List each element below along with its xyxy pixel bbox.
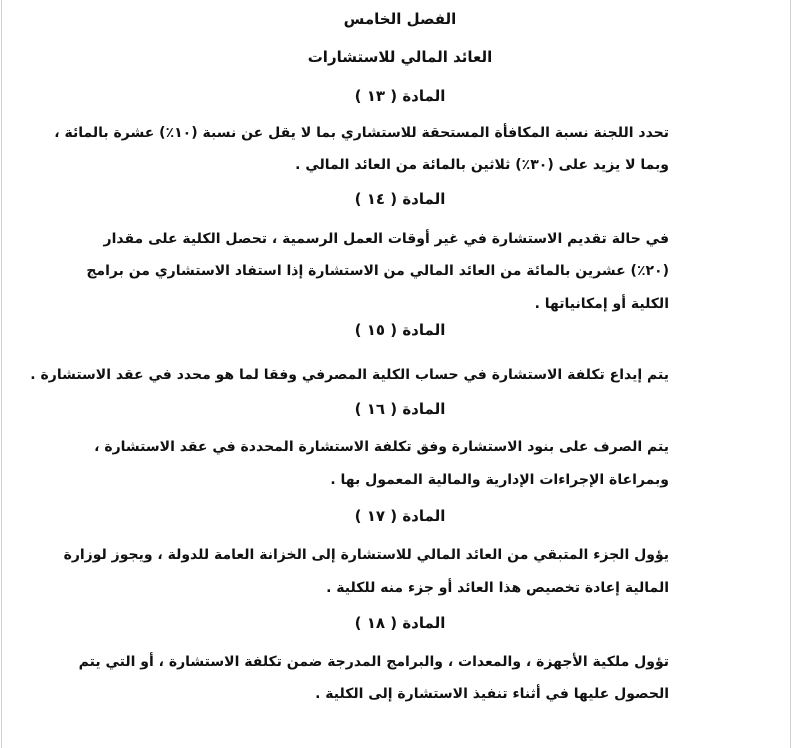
article-14-line: الكلية أو إمكانياتها . [534, 296, 669, 312]
article-17-line: يؤول الجزء المتبقي من العائد المالي للاستشارة إلى الخزانة العامة للدولة ، ويجوز لوزارة [63, 547, 669, 563]
article-15-heading: المادة ( ١٥ ) [354, 321, 446, 339]
article-18-line: تؤول ملكية الأجهزة ، والمعدات ، والبرامج المدرجة ضمن تكلفة الاستشارة ، أو التي يتم [78, 654, 669, 670]
article-14-heading: المادة ( ١٤ ) [354, 190, 446, 208]
article-14-line: في حالة تقديم الاستشارة في غير أوقات العمل الرسمية ، تحصل الكلية على مقدار [103, 231, 669, 247]
chapter-subtitle: العائد المالي للاستشارات [307, 48, 493, 66]
article-17-heading: المادة ( ١٧ ) [354, 507, 446, 525]
article-13-line: تحدد اللجنة نسبة المكافأة المستحقة للاستشاري بما لا يقل عن نسبة (١٠٪) عشرة بالمائة ، [54, 125, 669, 141]
article-18-line: الحصول عليها في أثناء تنفيذ الاستشارة إلى الكلية . [315, 686, 669, 702]
article-15-line: يتم إيداع تكلفة الاستشارة في حساب الكلية المصرفي وفقا لما هو محدد في عقد الاستشارة . [30, 367, 669, 383]
article-18-heading: المادة ( ١٨ ) [354, 614, 446, 632]
article-16-line: يتم الصرف على بنود الاستشارة وفق تكلفة الاستشارة المحددة في عقد الاستشارة ، [94, 439, 669, 455]
article-14-line: (٢٠٪) عشرين بالمائة من العائد المالي من الاستشارة إذا استفاد الاستشاري من برامج [86, 263, 669, 279]
chapter-title: الفصل الخامس [343, 10, 457, 28]
article-13-line: وبما لا يزيد على (٣٠٪) ثلاثين بالمائة من العائد المالي . [295, 157, 669, 173]
article-16-line: وبمراعاة الإجراءات الإدارية والمالية المعمول بها . [330, 472, 669, 488]
article-16-heading: المادة ( ١٦ ) [354, 400, 446, 418]
article-17-line: المالية إعادة تخصيص هذا العائد أو جزء منه للكلية . [326, 580, 669, 596]
article-13-heading: المادة ( ١٣ ) [354, 87, 446, 105]
